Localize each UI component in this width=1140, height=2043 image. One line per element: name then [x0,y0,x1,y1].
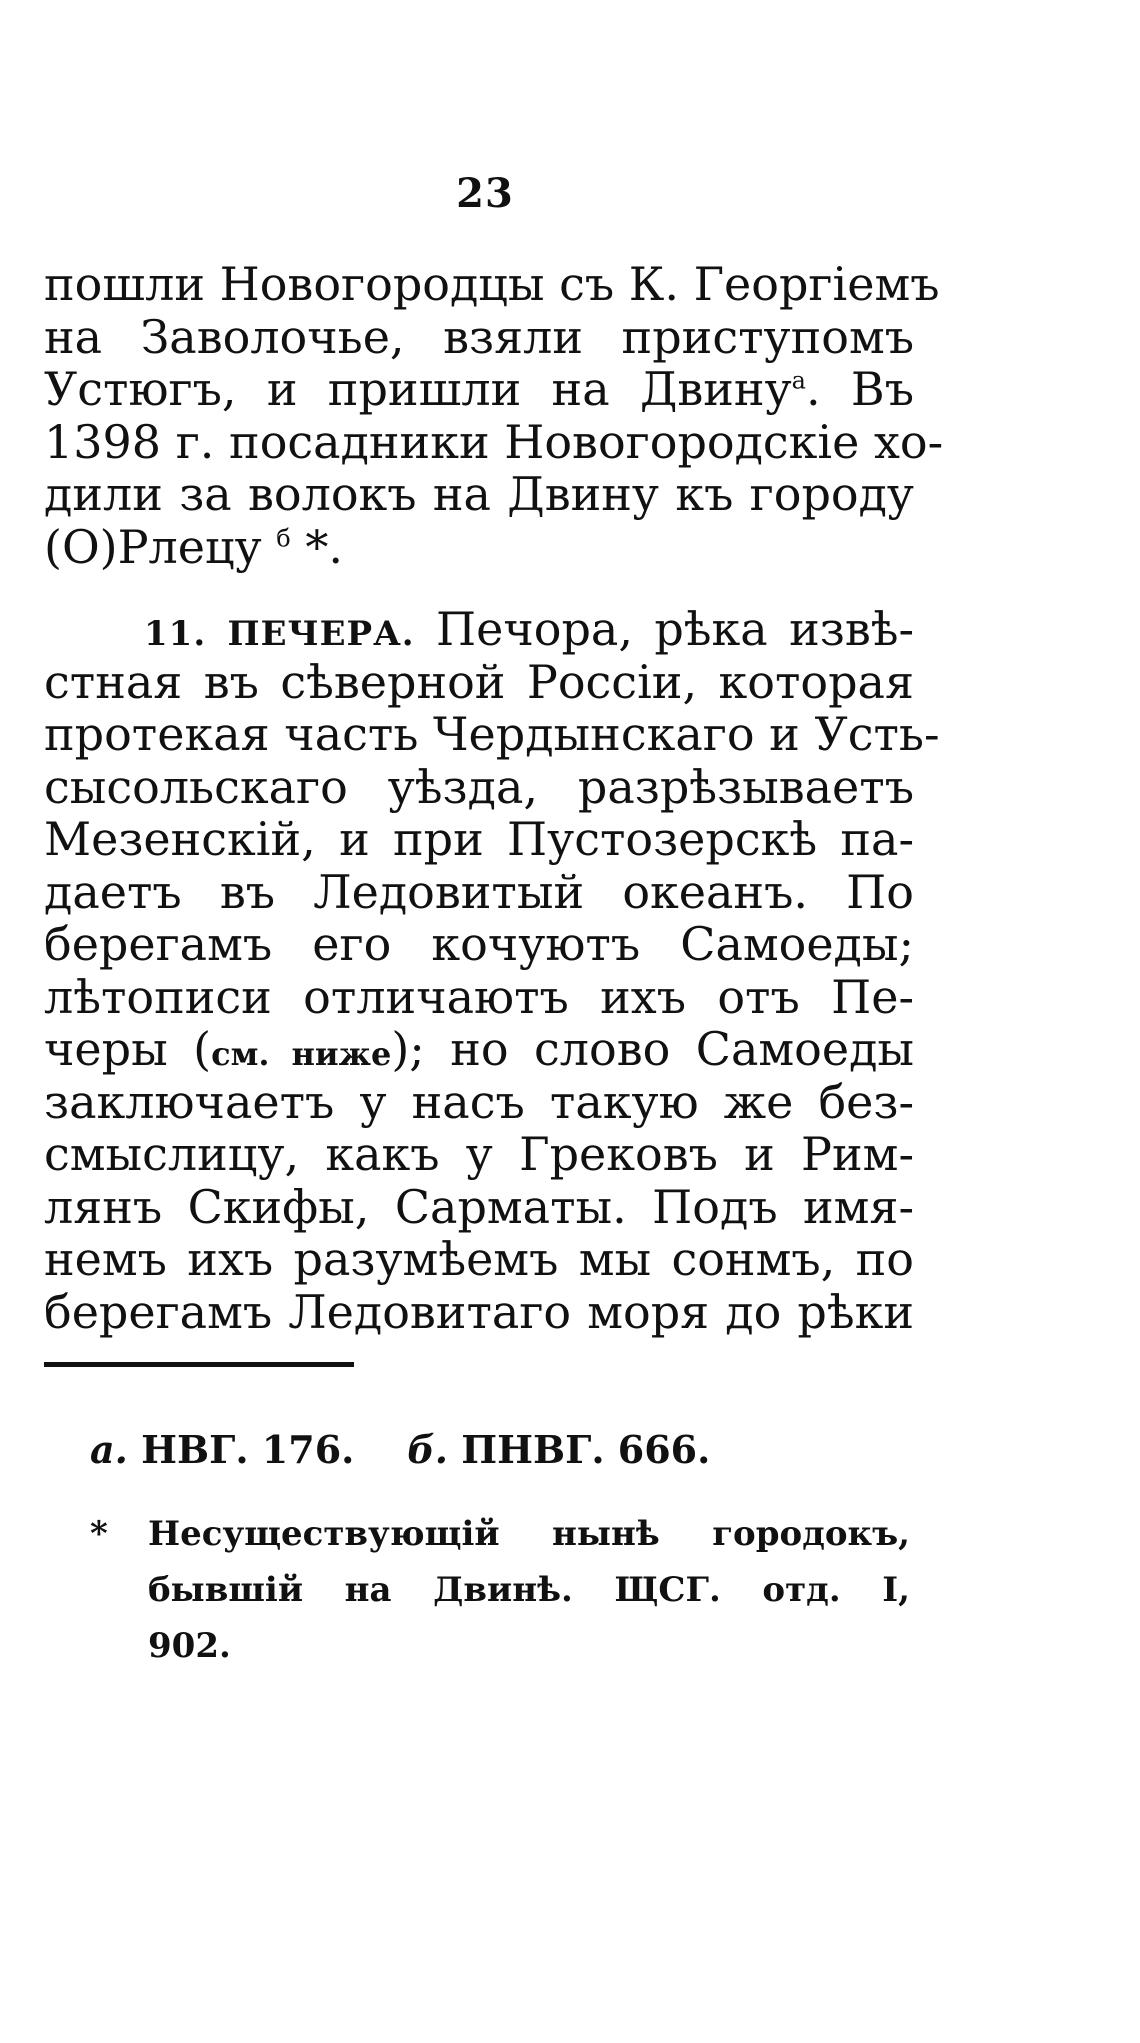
text-line: даетъ въ Ледовитый океанъ. По [44,864,914,919]
section-heading: ПЕЧЕРА. [227,614,415,654]
text-line: немъ ихъ разумѣемъ мы сонмъ, по [44,1232,914,1286]
footnote-mark-b: б. [407,1427,448,1472]
text-segment: черы ( [44,1022,212,1076]
footnote-line: 902. [148,1626,231,1666]
page-number: 23 [456,170,514,217]
footnote-source-b: ПНВГ. 666. [461,1427,711,1472]
text-line: берегамъ его кочуютъ Самоеды; [44,917,914,971]
text-line: на Заволочье, взяли приступомъ [44,309,914,364]
text-line: дили за волокъ на Двину къ городу [44,467,914,521]
footnote-line: Несуществующій нынѣ городокъ, [148,1514,910,1554]
footnotes [90,1422,910,1674]
footnote-references [90,1422,910,1478]
text-segment: Печора, рѣка извѣ- [436,602,915,656]
footnote-source-a: НВГ. 176. [141,1427,355,1472]
text-line: лянъ Скифы, Сарматы. Подъ имя- [44,1179,914,1234]
text-line [44,1023,914,1076]
text-segment: ); но слово Самоеды [391,1022,915,1076]
footnote-mark-a: а. [90,1427,128,1472]
text-segment: Устюгъ, и пришли на Двину [44,362,792,416]
text-line: стная въ сѣверной Россіи, которая [44,654,914,709]
main-text [44,257,944,1339]
text-segment: *. [290,519,343,574]
section-number: 11. [144,614,207,654]
footnote-line: бывшій на Двинѣ. ЩСГ. отд. I, [148,1570,910,1610]
footnote-ref-b: б [276,524,291,553]
text-line: пошли Новогородцы съ К. Георгіемъ [44,257,940,311]
text-line: лѣтописи отличаютъ ихъ отъ Пе- [44,969,914,1024]
footnote-divider [44,1362,354,1367]
text-line [44,521,914,574]
text-line: 1398 г. посадники Новогородскіе хо- [44,414,944,469]
text-segment: . Въ [805,362,914,416]
text-line: сысольскаго уѣзда, разрѣзываетъ [44,759,914,814]
text-line: берегамъ Ледовитаго моря до рѣки [44,1284,914,1339]
cross-reference: см. ниже [211,1035,392,1073]
footnote-ref-a: а [791,366,806,395]
text-segment: (О)Рлецу [44,519,262,574]
paragraph-gap [44,573,914,603]
text-line: Мезенскій, и при Пустозерскѣ па- [44,812,914,866]
asterisk-mark: * [90,1514,108,1554]
text-line [44,603,914,656]
text-line: заключаетъ у насъ такую же без- [44,1074,914,1129]
text-line [44,363,914,416]
text-line: смыслицу, какъ у Грековъ и Рим- [44,1127,914,1181]
text-line: протекая часть Чердынскаго и Усть- [44,707,940,761]
footnote-note [90,1506,910,1674]
